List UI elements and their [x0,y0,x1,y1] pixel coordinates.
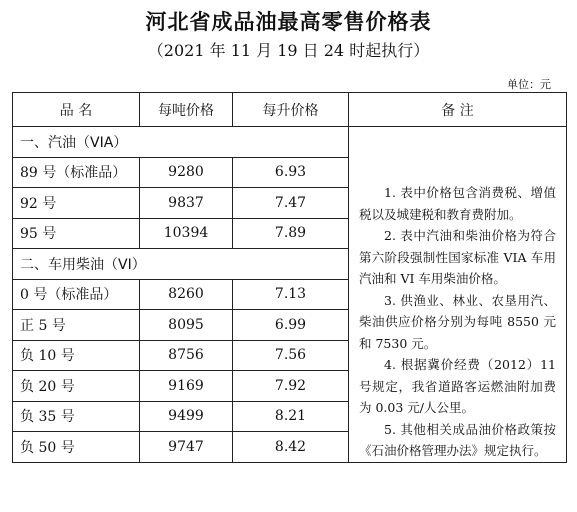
notes-list [349,127,566,462]
product-name: 负 35 号 [13,401,140,432]
product-name: 89 号（标准品） [13,157,140,188]
effective-date-subtitle: （2021 年 11 月 19 日 24 时起执行） [147,41,430,60]
header-price-per-ton: 每吨价格 [140,93,233,127]
price-per-ton: 10394 [140,218,233,249]
note-item: 4. 根据冀价经费（2012）11 号规定，我省道路客运燃油附加费为 0.03 元/人公里。 [359,357,556,415]
price-per-liter: 8.21 [233,401,349,432]
product-name: 0 号（标准品） [13,279,140,310]
product-name: 92 号 [13,188,140,219]
note-item: 1. 表中价格包含消费税、增值税以及城建税和教育费附加。 [359,185,556,222]
price-per-ton: 9169 [140,371,233,402]
header-notes: 备 注 [349,93,567,127]
price-per-liter: 7.89 [233,218,349,249]
product-name: 正 5 号 [13,310,140,341]
section-row-gasoline [13,127,567,158]
note-item: 3. 供渔业、林业、农垦用汽、柴油供应价格分别为每吨 8550 元和 7530 元。 [359,292,556,351]
price-per-ton: 9747 [140,432,233,463]
price-per-liter: 6.99 [233,310,349,341]
price-per-ton: 9499 [140,401,233,432]
header-product-name: 品 名 [13,93,140,127]
page-title: 河北省成品油最高零售价格表 [145,10,432,34]
product-name: 负 20 号 [13,371,140,402]
price-table [12,92,567,463]
product-name: 95 号 [13,218,140,249]
price-per-ton: 8756 [140,340,233,371]
price-per-ton: 9837 [140,188,233,219]
price-per-liter: 7.13 [233,279,349,310]
price-per-ton: 8095 [140,310,233,341]
price-per-liter: 6.93 [233,157,349,188]
unit-label: 单位：元 [507,78,551,91]
price-per-liter: 7.47 [233,188,349,219]
price-per-ton: 9280 [140,157,233,188]
price-per-liter: 8.42 [233,432,349,463]
notes-cell [349,127,567,463]
table-header-row [13,93,567,127]
price-per-ton: 8260 [140,279,233,310]
note-item: 2. 表中汽油和柴油价格为符合第六阶段强制性国家标准 VIA 车用汽油和 VI 车用柴油价格。 [359,228,556,286]
note-item: 5. 其他相关成品油价格政策按《石油价格管理办法》规定执行。 [359,421,556,458]
price-per-liter: 7.92 [233,371,349,402]
price-per-liter: 7.56 [233,340,349,371]
product-name: 负 50 号 [13,432,140,463]
section-label-diesel: 二、车用柴油（VI） [13,249,349,280]
header-price-per-liter: 每升价格 [233,93,349,127]
product-name: 负 10 号 [13,340,140,371]
section-label-gasoline: 一、汽油（VIA） [13,127,349,158]
